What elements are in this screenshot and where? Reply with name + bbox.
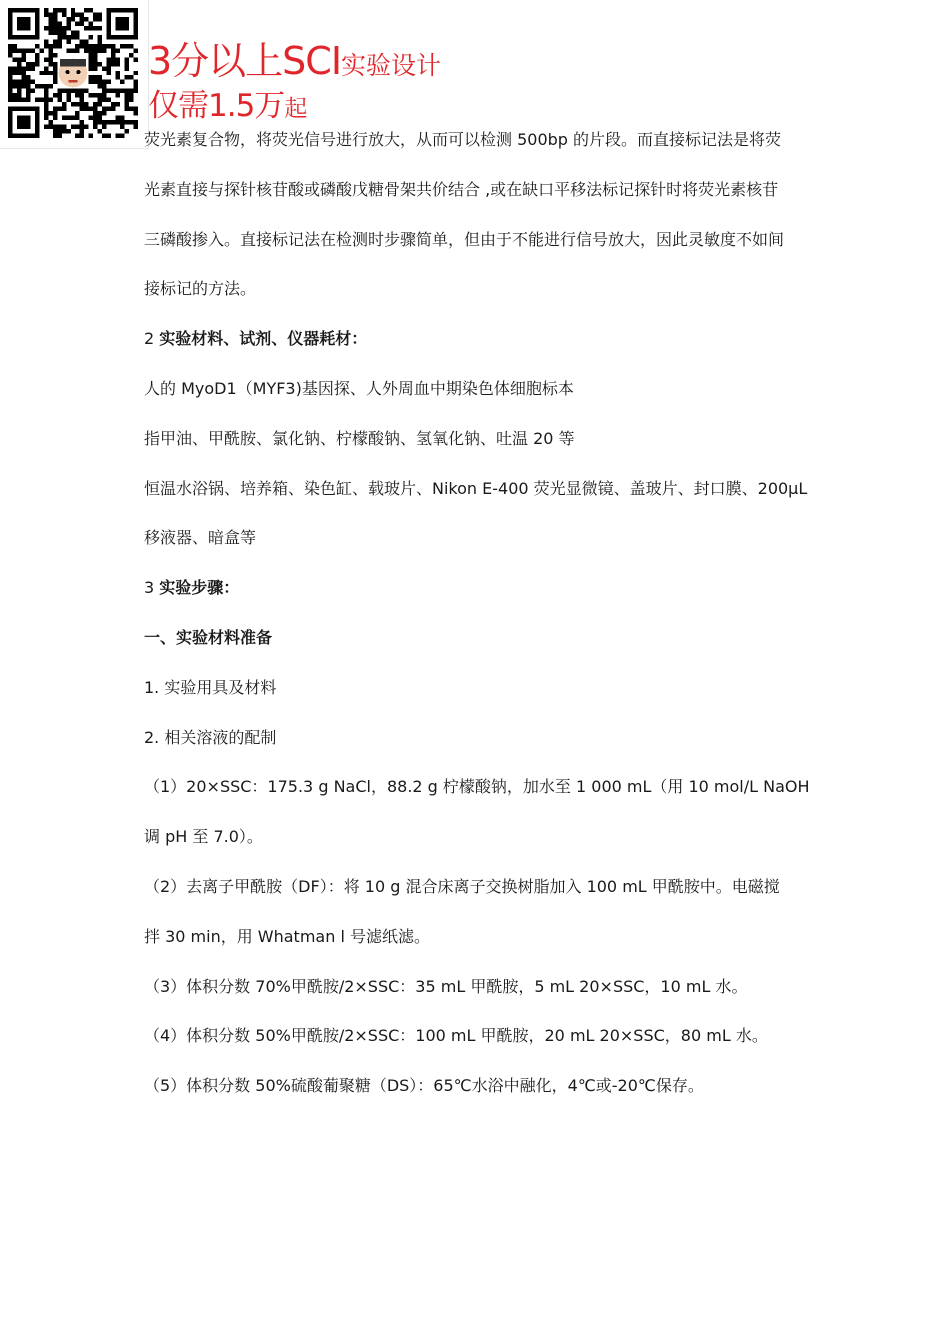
body-line: 人的 MyoD1（MYF3)基因探、人外周血中期染色体细胞标本 xyxy=(144,378,574,398)
body-line: 荧光素复合物，将荧光信号进行放大，从而可以检测 500bp 的片段。而直接标记法是将荧 xyxy=(144,130,782,149)
qr-code-icon[interactable] xyxy=(8,8,138,138)
qr-banner xyxy=(0,0,442,149)
body-line: 恒温水浴锅、培养箱、染色缸、载玻片、Nikon E-400 荧光显微镜、盖玻片、封口膜、200μL xyxy=(144,478,808,498)
mascot-icon xyxy=(57,57,88,88)
ad-headline-sub: 实验设计 xyxy=(341,51,442,80)
recipe-line: （4）体积分数 50%甲酰胺/2×SSC：100 mL 甲酰胺，20 mL 20×SSC，80 mL 水。 xyxy=(144,1026,768,1046)
ad-headline xyxy=(148,30,441,85)
list-item: 2. 相关溶液的配制 xyxy=(144,727,277,747)
recipe-line: 调 pH 至 7.0）。 xyxy=(144,827,263,847)
body-line: 移液器、暗盒等 xyxy=(144,528,257,548)
recipe-line: （5）体积分数 50%硫酸葡聚糖（DS）：65℃水浴中融化，4℃或-20℃保存。 xyxy=(144,1076,704,1096)
body-line: 光素直接与探针核苷酸或磷酸戊糖骨架共价结合 ,或在缺口平移法标记探针时将荧光素核苷 xyxy=(144,179,779,199)
ad-price xyxy=(148,80,307,125)
document-body xyxy=(144,122,824,1118)
ad-price-main: 仅需1.5万 xyxy=(148,88,285,124)
subsection-heading: 一、实验材料准备 xyxy=(144,627,273,647)
section-heading: 2 实验材料、试剂、仪器耗材： xyxy=(144,329,368,349)
recipe-line: 拌 30 min，用 Whatman l 号滤纸滤。 xyxy=(144,926,430,946)
ad-price-sub: 起 xyxy=(284,96,308,122)
list-item: 1. 实验用具及材料 xyxy=(144,677,277,697)
section-heading: 3 实验步骤： xyxy=(144,578,240,598)
ad-headline-main: 3分以上SCI xyxy=(148,39,342,83)
recipe-line: （1）20×SSC：175.3 g NaCl，88.2 g 柠檬酸钠，加水至 1 000 mL（用 10 mol/L NaOH xyxy=(144,777,810,797)
recipe-line: （3）体积分数 70%甲酰胺/2×SSC：35 mL 甲酰胺，5 mL 20×SSC，10 mL 水。 xyxy=(144,976,748,996)
body-line: 接标记的方法。 xyxy=(144,279,257,299)
recipe-line: （2）去离子甲酰胺（DF）：将 10 g 混合床离子交换树脂加入 100 mL 甲酰胺中。电磁搅 xyxy=(144,876,780,896)
body-line: 指甲油、甲酰胺、氯化钠、柠檬酸钠、氢氧化钠、吐温 20 等 xyxy=(144,428,575,448)
body-line: 三磷酸掺入。直接标记法在检测时步骤简单，但由于不能进行信号放大，因此灵敏度不如间 xyxy=(144,229,785,249)
